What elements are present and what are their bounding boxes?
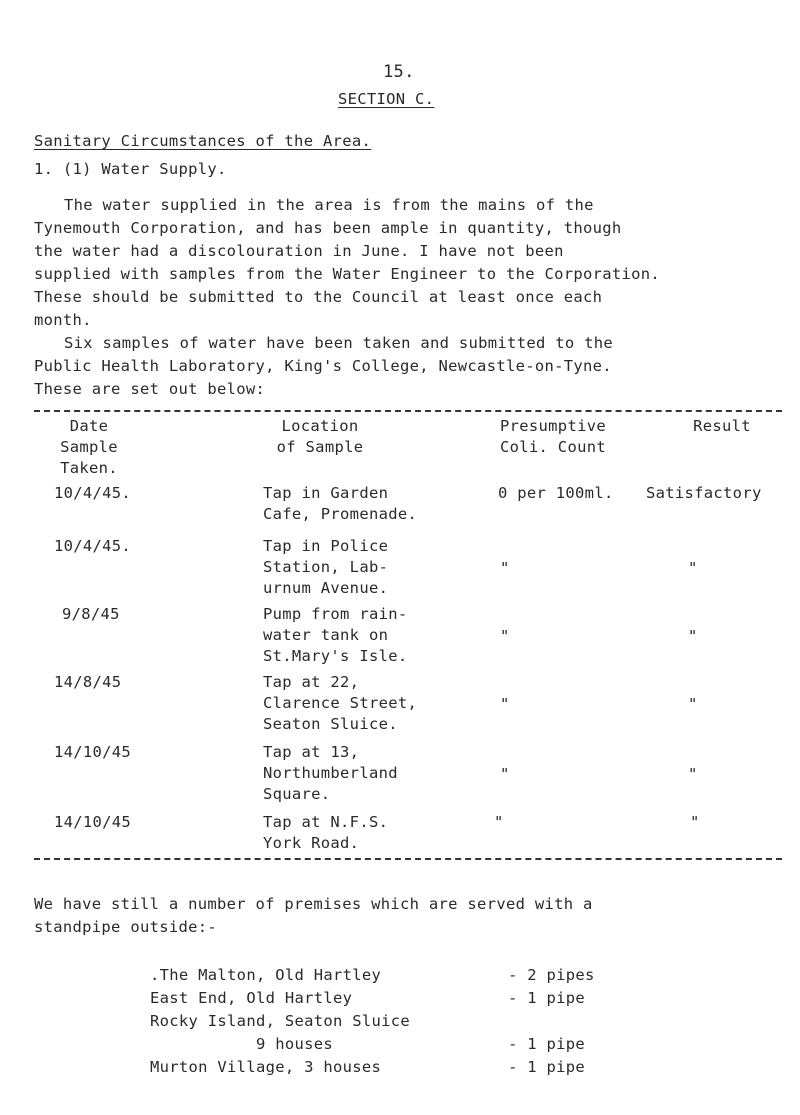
- row-date: 10/4/45.: [54, 484, 132, 502]
- intro-line: Six samples of water have been taken and submitted to the: [64, 334, 614, 352]
- row-result: Satisfactory: [646, 484, 762, 502]
- intro-line: These are set out below:: [34, 380, 266, 398]
- intro-line: the water had a discolouration in June. I have not been: [34, 242, 564, 260]
- row-date: 14/10/45: [54, 813, 132, 831]
- row-coli-count: ": [500, 559, 510, 577]
- row-result: ": [688, 627, 698, 645]
- standpipe-place: Murton Village, 3 houses: [150, 1058, 382, 1076]
- row-coli-count: ": [500, 627, 510, 645]
- header-date: Date Sample Taken.: [60, 417, 118, 477]
- intro-line: Tynemouth Corporation, and has been ample in quantity, though: [34, 219, 622, 237]
- intro-line: supplied with samples from the Water Engineer to the Corporation.: [34, 265, 661, 283]
- standpipe-count: - 1 pipe: [508, 989, 586, 1007]
- standpipe-line: standpipe outside:-: [34, 918, 218, 936]
- intro-line: month.: [34, 311, 92, 329]
- standpipe-count: - 1 pipe: [508, 1058, 586, 1076]
- standpipe-place: 9 houses: [150, 1035, 334, 1053]
- row-date: 14/8/45: [54, 673, 122, 691]
- table-top-rule: [34, 410, 782, 412]
- standpipe-count: - 2 pipes: [508, 966, 595, 984]
- table-bottom-rule: [34, 858, 782, 860]
- intro-line: Public Health Laboratory, King's College, Newcastle-on-Tyne.: [34, 357, 612, 375]
- standpipe-place: Rocky Island, Seaton Sluice: [150, 1012, 411, 1030]
- subheading: Sanitary Circumstances of the Area.: [34, 132, 372, 150]
- section-heading: SECTION C.: [338, 90, 435, 108]
- row-coli-count: 0 per 100ml.: [498, 484, 614, 502]
- row-coli-count: ": [500, 765, 510, 783]
- row-location: Pump from rain- water tank on St.Mary's Isle.: [263, 605, 408, 665]
- header-result: Result: [693, 417, 751, 435]
- intro-line: These should be submitted to the Council at least once each: [34, 288, 603, 306]
- row-date: 14/10/45: [54, 743, 132, 761]
- standpipe-count: - 1 pipe: [508, 1035, 586, 1053]
- item-heading: 1. (1) Water Supply.: [34, 160, 227, 178]
- row-location: Tap at 22, Clarence Street, Seaton Sluice.: [263, 673, 418, 733]
- row-location: Tap in Police Station, Lab- urnum Avenue.: [263, 537, 389, 597]
- standpipe-place: East End, Old Hartley: [150, 989, 353, 1007]
- row-date: 10/4/45.: [54, 537, 132, 555]
- row-location: Tap at N.F.S. York Road.: [263, 813, 389, 852]
- row-result: ": [688, 695, 698, 713]
- row-result: ": [688, 765, 698, 783]
- header-location: Location of Sample: [276, 417, 364, 456]
- row-date: 9/8/45: [62, 605, 120, 623]
- standpipe-line: We have still a number of premises which are served with a: [34, 895, 593, 913]
- header-coli-count: Presumptive Coli. Count: [500, 417, 606, 456]
- row-location: Tap at 13, Northumberland Square.: [263, 743, 398, 803]
- row-location: Tap in Garden Cafe, Promenade.: [263, 484, 418, 523]
- page-number: 15.: [383, 62, 415, 82]
- intro-line: The water supplied in the area is from the mains of the: [64, 196, 594, 214]
- standpipe-place: .The Malton, Old Hartley: [150, 966, 382, 984]
- row-result: ": [690, 813, 700, 831]
- row-coli-count: ": [494, 813, 504, 831]
- row-coli-count: ": [500, 695, 510, 713]
- row-result: ": [688, 559, 698, 577]
